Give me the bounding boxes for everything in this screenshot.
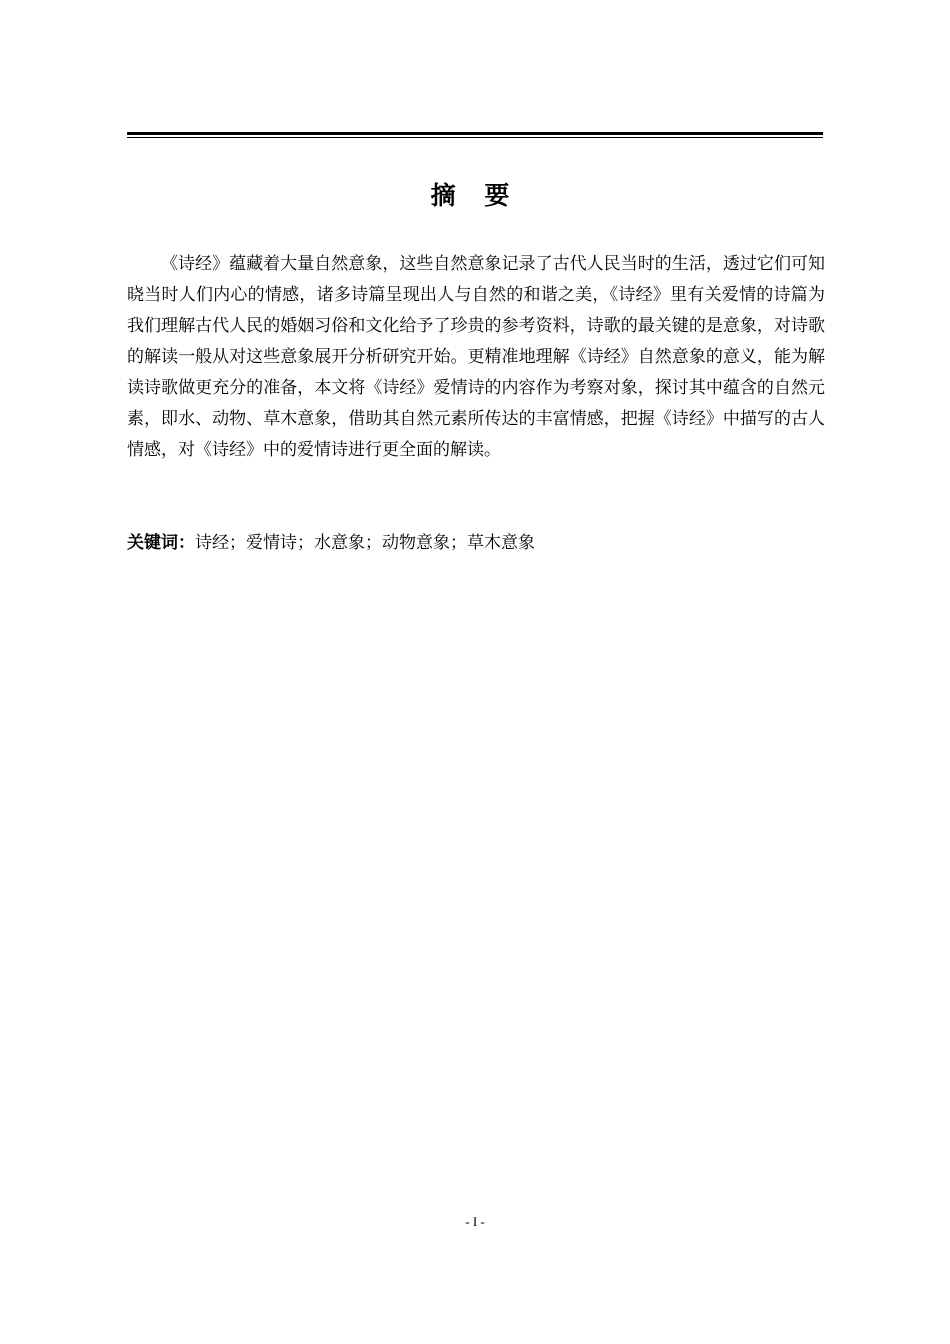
keywords-label: 关键词： <box>127 533 195 553</box>
page-number: - I - <box>465 1214 485 1229</box>
header-rule-thick <box>127 132 823 135</box>
abstract-paragraph: 《诗经》蕴藏着大量自然意象，这些自然意象记录了古代人民当时的生活，透过它们可知晓当时人们内心的情感，诸多诗篇呈现出人与自然的和谐之美，《诗经》里有关爱情的诗篇为我们理解古代人民的婚姻习俗和文化给予了珍贵的参考资料，诗歌的最关键的是意象，对诗歌的解读一般从对这些意象展开分析研究开始。更精准地理解《诗经》自然意象的意义，能为解读诗歌做更充分的准备，本文将《诗经》爱情诗的内容作为考察对象，探讨其中蕴含的自然元素，即水、动物、草木意象，借助其自然元素所传达的丰富情感，把握《诗经》中描写的古人情感，对《诗经》中的爱情诗进行更全面的解读。 <box>127 254 825 460</box>
page-title: 摘 要 <box>430 181 520 210</box>
keywords-text: 诗经；爱情诗；水意象；动物意象；草木意象 <box>195 533 535 553</box>
header-rule-thin <box>127 137 823 138</box>
keywords-line <box>127 528 823 559</box>
